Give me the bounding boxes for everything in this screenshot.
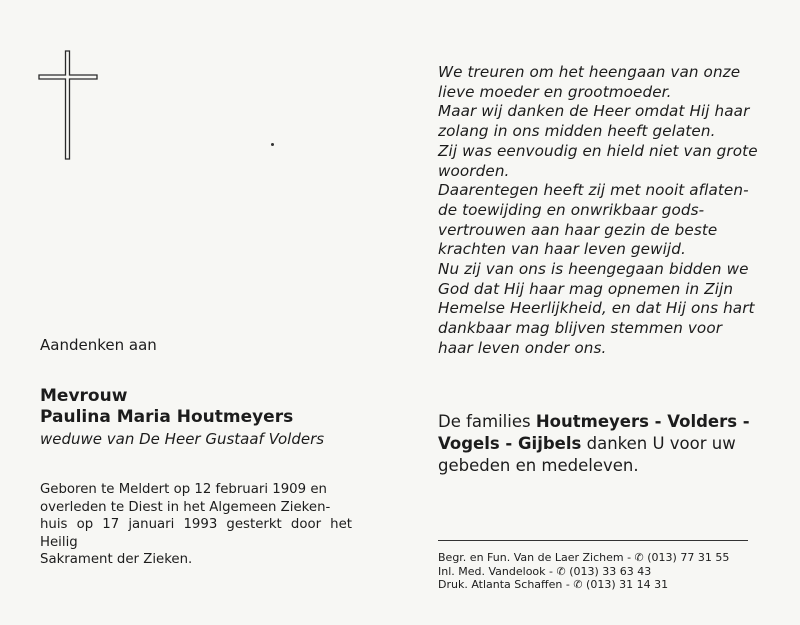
- divider: [438, 540, 748, 541]
- poem-line: God dat Hij haar mag opnemen in Zijn: [438, 279, 734, 298]
- poem-line: Zij was eenvoudig en hield niet van grote: [438, 141, 758, 160]
- in-memory-label: Aandenken aan: [40, 336, 157, 354]
- thanks-prefix: De families: [438, 412, 536, 431]
- deceased-name: Paulina Maria Houtmeyers: [40, 407, 294, 427]
- poem-line: dankbaar mag blijven stemmen voor: [438, 319, 723, 338]
- poem-line: We treuren om het heengaan van onze: [438, 63, 741, 81]
- ink-speck: [271, 143, 274, 146]
- poem-line: Hemelse Heerlijkheid, en dat Hij ons hart: [438, 299, 755, 318]
- deceased-block: [40, 386, 324, 450]
- memorial-poem: [438, 63, 778, 359]
- poem-line: haar leven onder ons.: [438, 338, 607, 357]
- thanks-line: [438, 411, 778, 433]
- biography: [40, 481, 352, 569]
- credit-line: Inl. Med. Vandelook - ✆ (013) 33 63 43: [438, 564, 652, 578]
- poem-line: vertrouwen aan haar gezin de beste: [438, 220, 718, 239]
- credit-line: Begr. en Fun. Van de Laer Zichem - ✆ (013) 77 31 55: [438, 551, 730, 564]
- poem-line: Nu zij van ons is heengegaan bidden we: [438, 260, 749, 279]
- poem-line: Maar wij danken de Heer omdat Hij haar: [438, 102, 750, 121]
- printer-credits: [438, 551, 729, 592]
- cross-icon: [38, 50, 98, 160]
- bio-line: huis op 17 januari 1993 gesterkt door het Heilig: [40, 517, 352, 550]
- bio-line: Sakrament der Zieken.: [40, 552, 193, 567]
- family-names: Houtmeyers - Volders -: [535, 412, 750, 431]
- poem-line: de toewijding en onwrikbaar gods-: [438, 200, 705, 219]
- family-thanks: [438, 411, 778, 477]
- thanks-line: gebeden en medeleven.: [438, 456, 639, 475]
- widow-line: weduwe van De Heer Gustaaf Volders: [40, 430, 325, 448]
- poem-line: krachten van haar leven gewijd.: [438, 240, 686, 259]
- honorific: Mevrouw: [40, 386, 128, 406]
- thanks-suffix: danken U voor uw: [581, 434, 736, 453]
- credit-line: Druk. Atlanta Schaffen - ✆ (013) 31 14 31: [438, 578, 669, 591]
- thanks-line: [438, 433, 778, 455]
- poem-line: lieve moeder en grootmoeder.: [438, 82, 672, 101]
- poem-line: Daarentegen heeft zij met nooit aflaten-: [438, 181, 749, 200]
- poem-line: woorden.: [438, 161, 510, 180]
- poem-line: zolang in ons midden heeft gelaten.: [438, 122, 716, 141]
- bio-line: overleden te Diest in het Algemeen Zieken-: [40, 499, 331, 515]
- bio-line: Geboren te Meldert op 12 februari 1909 en: [40, 482, 327, 497]
- family-names: Vogels - Gijbels: [438, 434, 582, 453]
